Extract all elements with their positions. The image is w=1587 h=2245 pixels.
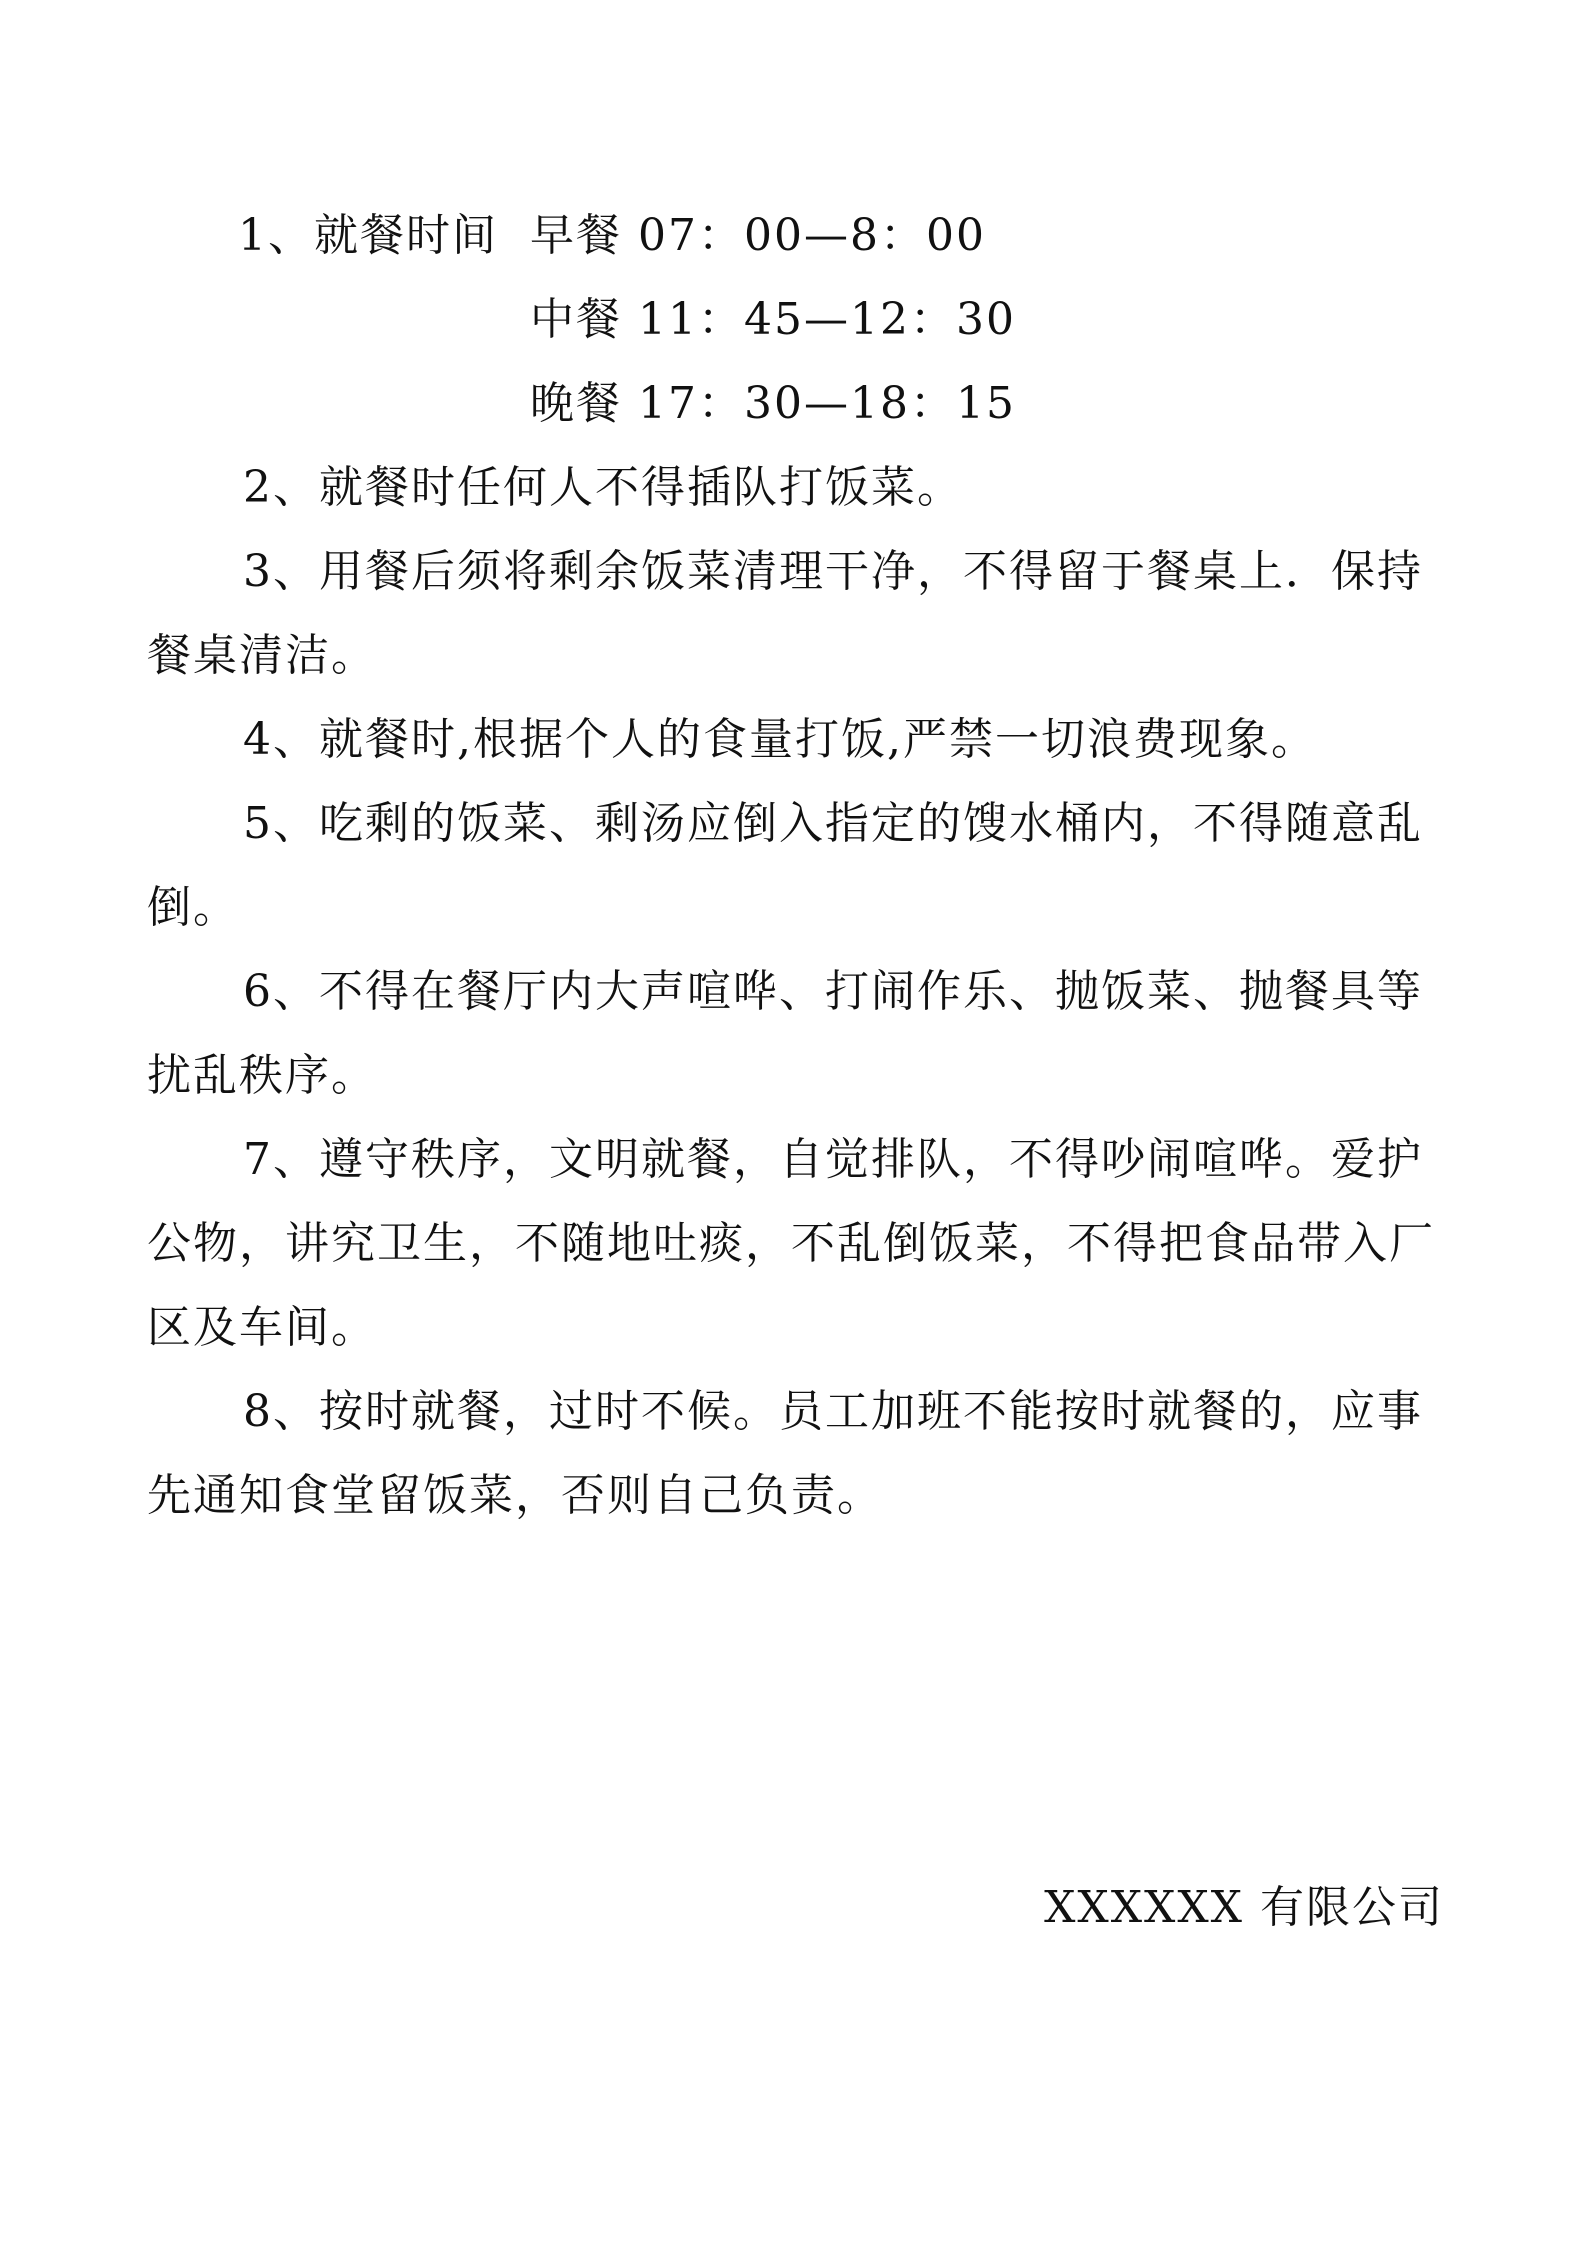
meal-times-label: 1、就餐时间 bbox=[238, 210, 498, 261]
lunch-time: 中餐 11：45—12：30 bbox=[530, 294, 1016, 345]
company-signature: XXXXXX 有限公司 bbox=[1044, 1882, 1444, 1933]
rule-6: 6、不得在餐厅内大声喧哗、打闹作乐、抛饭菜、抛餐具等扰乱秩序。 bbox=[147, 966, 1423, 1101]
rule-3: 3、用餐后须将剩余饭菜清理干净，不得留于餐桌上．保持餐桌清洁。 bbox=[147, 546, 1423, 681]
rule-8: 8、按时就餐，过时不候。员工加班不能按时就餐的，应事先通知食堂留饭菜，否则自己负责。 bbox=[147, 1386, 1423, 1521]
rule-4: 4、就餐时,根据个人的食量打饭,严禁一切浪费现象。 bbox=[243, 714, 1317, 765]
breakfast-time: 早餐 07：00—8：00 bbox=[530, 210, 986, 261]
rule-5: 5、吃剩的饭菜、剩汤应倒入指定的馊水桶内，不得随意乱倒。 bbox=[147, 798, 1423, 933]
rule-7: 7、遵守秩序，文明就餐，自觉排队，不得吵闹喧哗。爱护公物，讲究卫生，不随地吐痰，不乱倒饭菜，不得把食品带入厂区及车间。 bbox=[147, 1134, 1435, 1353]
dinner-time: 晚餐 17：30—18：15 bbox=[530, 378, 1016, 429]
rule-2: 2、就餐时任何人不得插队打饭菜。 bbox=[243, 462, 963, 513]
